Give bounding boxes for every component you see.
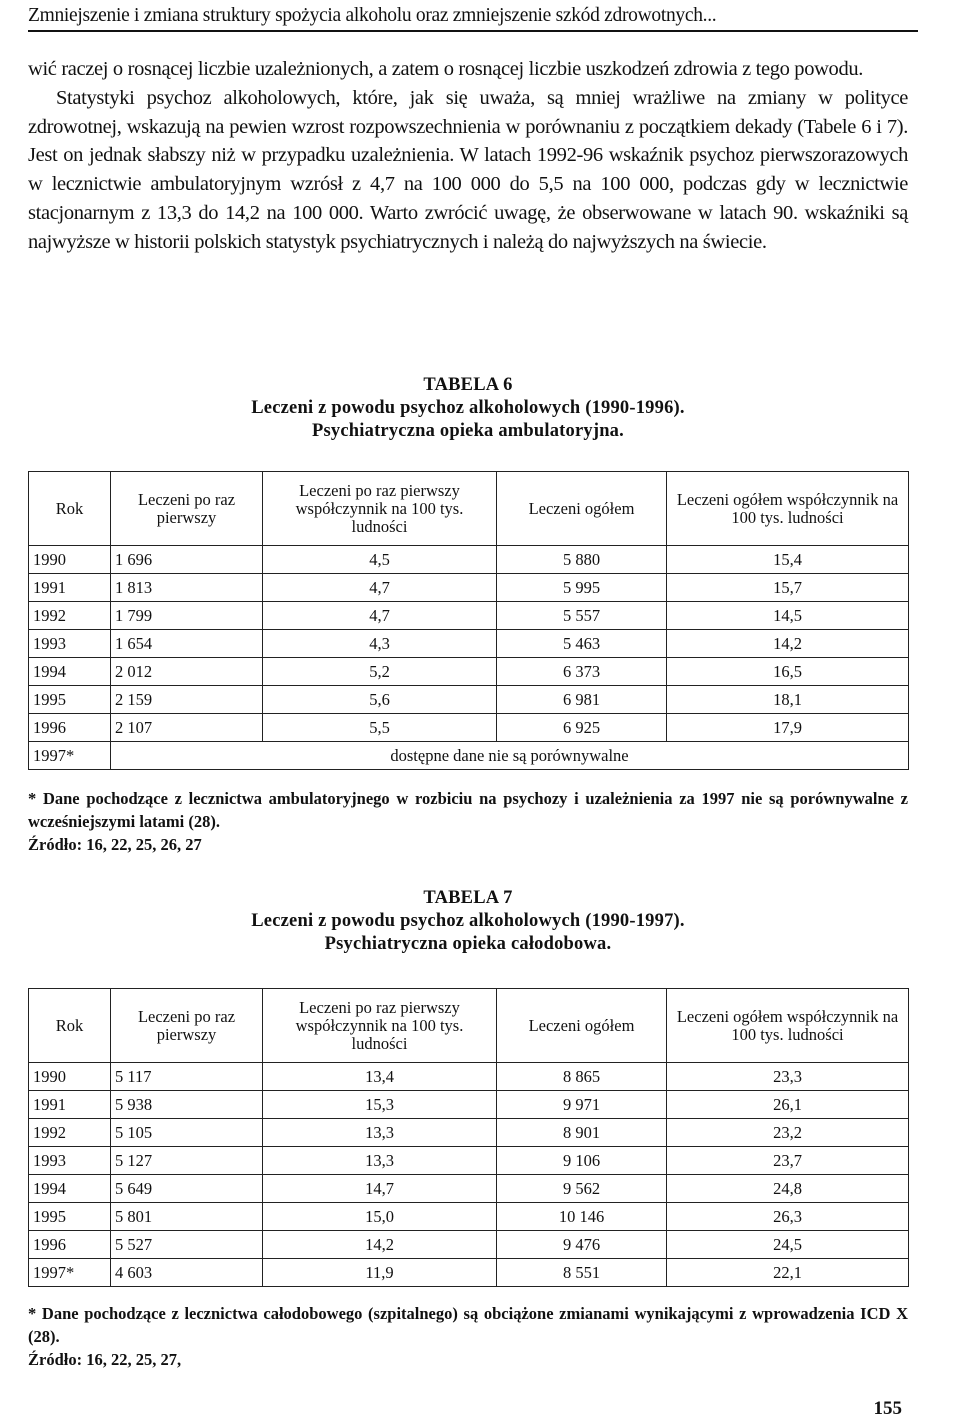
- cell-total: 8 901: [497, 1119, 667, 1147]
- cell-year: 1990: [29, 1063, 111, 1091]
- table7-label: TABELA 7: [423, 888, 513, 908]
- cell-first-rate: 13,3: [263, 1147, 497, 1175]
- cell-first-rate: 14,7: [263, 1175, 497, 1203]
- cell-total-rate: 14,2: [667, 630, 909, 658]
- header-rule: [28, 30, 918, 32]
- cell-total-rate: 18,1: [667, 686, 909, 714]
- cell-first: 5 801: [111, 1203, 263, 1231]
- page-number: 155: [873, 1398, 902, 1419]
- cell-year: 1994: [29, 658, 111, 686]
- cell-year: 1995: [29, 686, 111, 714]
- cell-total-rate: 26,1: [667, 1091, 909, 1119]
- table7-notes: [28, 1302, 908, 1371]
- cell-year: 1992: [29, 602, 111, 630]
- cell-total-rate: 15,7: [667, 574, 909, 602]
- cell-first: 1 799: [111, 602, 263, 630]
- cell-total: 6 373: [497, 658, 667, 686]
- paragraph-continuation: wić raczej o rosnącej liczbie uzależnionych, a zatem o rosnącej liczbie uszkodzeń zdrowia z tego powodu.: [28, 58, 864, 80]
- col-header-first: Leczeni po raz pierwszy: [111, 472, 263, 546]
- cell-total-rate: 16,5: [667, 658, 909, 686]
- table-row: [29, 546, 909, 574]
- table-row: [29, 714, 909, 742]
- table7: [28, 988, 909, 1287]
- table-row: [29, 574, 909, 602]
- cell-total: 9 562: [497, 1175, 667, 1203]
- table6-subtitle: Psychiatryczna opieka ambulatoryjna.: [312, 421, 624, 441]
- cell-first-rate: 15,3: [263, 1091, 497, 1119]
- body-text: [28, 55, 908, 257]
- cell-year: 1996: [29, 1231, 111, 1259]
- table7-caption: [28, 887, 908, 956]
- cell-first: 5 105: [111, 1119, 263, 1147]
- cell-not-comparable-note: dostępne dane nie są porównywalne: [111, 742, 909, 770]
- cell-first-rate: 5,2: [263, 658, 497, 686]
- col-header-total-rate: Leczeni ogółem współczynnik na 100 tys. ludności: [667, 472, 909, 546]
- col-header-total: Leczeni ogółem: [497, 989, 667, 1063]
- table6: [28, 471, 909, 770]
- table6-footnote: * Dane pochodzące z lecznictwa ambulatoryjnego w rozbiciu na psychozy i uzależnienia za 1997 nie są porównywalne z wcześniejszymi latami (28).: [28, 789, 908, 831]
- cell-total-rate: 23,3: [667, 1063, 909, 1091]
- table7-title: Leczeni z powodu psychoz alkoholowych (1990-1997).: [251, 911, 685, 931]
- col-header-first-rate: Leczeni po raz pierwszy współczynnik na 100 tys. ludności: [263, 472, 497, 546]
- cell-first-rate: 5,5: [263, 714, 497, 742]
- cell-total-rate: 26,3: [667, 1203, 909, 1231]
- cell-total-rate: 24,8: [667, 1175, 909, 1203]
- cell-first-rate: 13,3: [263, 1119, 497, 1147]
- cell-first-rate: 15,0: [263, 1203, 497, 1231]
- table6-notes: [28, 787, 908, 856]
- cell-first: 5 127: [111, 1147, 263, 1175]
- cell-total: 10 146: [497, 1203, 667, 1231]
- cell-first: 5 938: [111, 1091, 263, 1119]
- cell-year: 1997*: [29, 742, 111, 770]
- cell-first: 5 649: [111, 1175, 263, 1203]
- table6-header-row: [29, 472, 909, 546]
- table-row: [29, 1119, 909, 1147]
- table6-title: Leczeni z powodu psychoz alkoholowych (1990-1996).: [251, 398, 685, 418]
- cell-first-rate: 4,5: [263, 546, 497, 574]
- cell-total: 6 925: [497, 714, 667, 742]
- table-row: [29, 1147, 909, 1175]
- cell-year: 1997*: [29, 1259, 111, 1287]
- cell-first: 1 696: [111, 546, 263, 574]
- cell-year: 1996: [29, 714, 111, 742]
- table7-source: Źródło: 16, 22, 25, 27,: [28, 1350, 182, 1369]
- table-row: [29, 1203, 909, 1231]
- cell-first-rate: 13,4: [263, 1063, 497, 1091]
- col-header-year: Rok: [29, 989, 111, 1063]
- cell-first: 2 012: [111, 658, 263, 686]
- cell-first: 2 107: [111, 714, 263, 742]
- col-header-first-rate: Leczeni po raz pierwszy współczynnik na 100 tys. ludności: [263, 989, 497, 1063]
- cell-total-rate: 23,7: [667, 1147, 909, 1175]
- table-row-1997: [29, 742, 909, 770]
- cell-first: 5 527: [111, 1231, 263, 1259]
- table-row: [29, 1175, 909, 1203]
- cell-total-rate: 24,5: [667, 1231, 909, 1259]
- cell-total: 9 106: [497, 1147, 667, 1175]
- cell-first-rate: 4,7: [263, 574, 497, 602]
- col-header-year: Rok: [29, 472, 111, 546]
- cell-year: 1990: [29, 546, 111, 574]
- cell-total: 8 551: [497, 1259, 667, 1287]
- table-row: [29, 1063, 909, 1091]
- cell-year: 1995: [29, 1203, 111, 1231]
- table-row: [29, 1231, 909, 1259]
- col-header-total-rate: Leczeni ogółem współczynnik na 100 tys. ludności: [667, 989, 909, 1063]
- cell-total: 9 971: [497, 1091, 667, 1119]
- cell-year: 1994: [29, 1175, 111, 1203]
- cell-year: 1993: [29, 1147, 111, 1175]
- running-header: Zmniejszenie i zmiana struktury spożycia alkoholu oraz zmniejszenie szkód zdrowotnych...: [28, 5, 717, 26]
- table-row: [29, 630, 909, 658]
- cell-total-rate: 15,4: [667, 546, 909, 574]
- table7-footnote: * Dane pochodzące z lecznictwa całodobowego (szpitalnego) są obciążone zmianami wynikającymi z wprowadzenia ICD X (28).: [28, 1304, 908, 1346]
- cell-total-rate: 22,1: [667, 1259, 909, 1287]
- table7-header-row: [29, 989, 909, 1063]
- table-row: [29, 602, 909, 630]
- cell-first: 1 654: [111, 630, 263, 658]
- cell-first-rate: 4,7: [263, 602, 497, 630]
- cell-total: 6 981: [497, 686, 667, 714]
- cell-first: 2 159: [111, 686, 263, 714]
- table-row: [29, 1091, 909, 1119]
- cell-year: 1991: [29, 574, 111, 602]
- table-row: [29, 686, 909, 714]
- cell-total-rate: 17,9: [667, 714, 909, 742]
- cell-first-rate: 5,6: [263, 686, 497, 714]
- cell-first: 4 603: [111, 1259, 263, 1287]
- cell-year: 1992: [29, 1119, 111, 1147]
- cell-total-rate: 14,5: [667, 602, 909, 630]
- cell-total: 5 880: [497, 546, 667, 574]
- cell-first: 1 813: [111, 574, 263, 602]
- table6-caption: [28, 374, 908, 443]
- cell-total: 5 463: [497, 630, 667, 658]
- cell-first-rate: 11,9: [263, 1259, 497, 1287]
- col-header-first: Leczeni po raz pierwszy: [111, 989, 263, 1063]
- table6-source: Źródło: 16, 22, 25, 26, 27: [28, 835, 202, 854]
- cell-year: 1993: [29, 630, 111, 658]
- col-header-total: Leczeni ogółem: [497, 472, 667, 546]
- table6-label: TABELA 6: [423, 375, 513, 395]
- cell-total: 8 865: [497, 1063, 667, 1091]
- table7-subtitle: Psychiatryczna opieka całodobowa.: [324, 934, 612, 954]
- table-row: [29, 1259, 909, 1287]
- cell-total: 9 476: [497, 1231, 667, 1259]
- table-row: [29, 658, 909, 686]
- cell-first-rate: 14,2: [263, 1231, 497, 1259]
- cell-total: 5 995: [497, 574, 667, 602]
- cell-year: 1991: [29, 1091, 111, 1119]
- cell-first: 5 117: [111, 1063, 263, 1091]
- cell-total: 5 557: [497, 602, 667, 630]
- cell-total-rate: 23,2: [667, 1119, 909, 1147]
- cell-first-rate: 4,3: [263, 630, 497, 658]
- paragraph-psychoses: Statystyki psychoz alkoholowych, które, jak się uważa, są mniej wrażliwe na zmiany w polityce zdrowotnej, wskazują na pewien wzrost rozpowszechnienia w porównaniu z początkiem dekady (Tabele 6 i 7). Jest on jednak słabszy niż w przypadku uzależnienia. W latach 1992-96 wskaźnik psychoz pierwszorazowych w lecznictwie ambulatoryjnym wzrósł z 4,7 na 100 000 do 5,5 na 100 000, podczas gdy w lecznictwie stacjonarnym z 13,3 do 14,2 na 100 000. Warto zwrócić uwagę, że obserwowane w latach 90. wskaźniki są najwyższe w historii polskich statystyk psychiatrycznych i należą do najwyższych na świecie.: [28, 86, 908, 253]
